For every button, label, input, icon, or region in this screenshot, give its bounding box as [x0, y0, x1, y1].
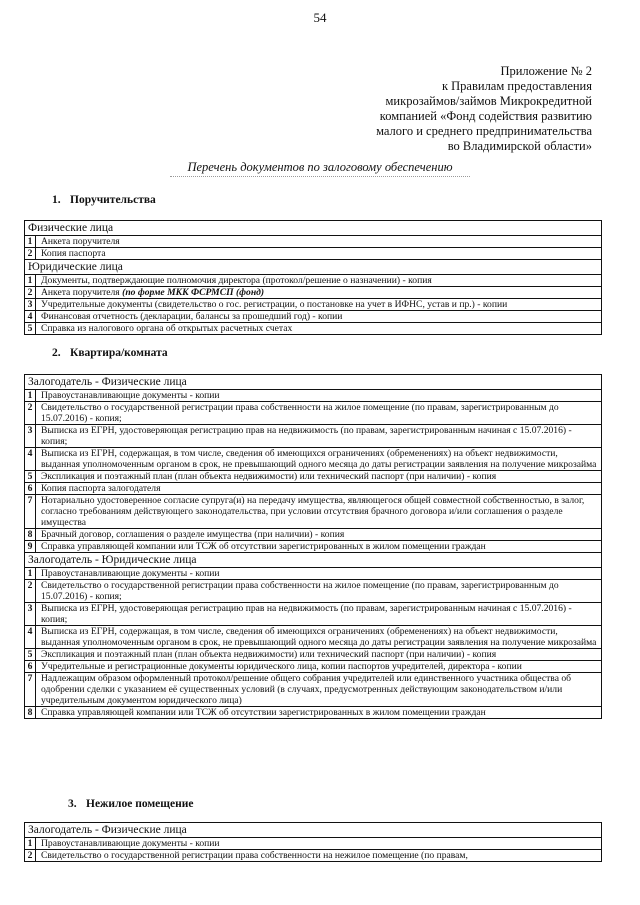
table-row [25, 580, 602, 603]
table-row [25, 299, 602, 311]
row-text: Выписка из ЕГРН, содержащая, в том числе, сведения об имеющихся ограничениях (обременениях) на объект недвижимости, выданная уполномоченным органом в срок, не превышающий одного месяца до даты регистрации заявления на получение микрозайма [36, 448, 602, 471]
table-row [25, 390, 602, 402]
row-number: 9 [25, 541, 36, 553]
table-row [25, 673, 602, 707]
group-title: Физические лица [25, 221, 602, 236]
row-number: 1 [25, 568, 36, 580]
table-row [25, 541, 602, 553]
row-number: 5 [25, 471, 36, 483]
table-row [25, 661, 602, 673]
section-heading [52, 347, 168, 359]
row-number: 2 [25, 287, 36, 299]
table-row [25, 626, 602, 649]
table-row [25, 483, 602, 495]
row-text: Справка управляющей компании или ТСЖ об отсутствии зарегистрированных в жилом помещении граждан [36, 707, 602, 719]
row-text: Учредительные документы (свидетельство о гос. регистрации, о постановке на учет в ИФНС, устав и пр.) - копии [36, 299, 602, 311]
group-title: Залогодатель - Юридические лица [25, 553, 602, 568]
group-row [25, 823, 602, 838]
row-text: Копия паспорта [36, 248, 602, 260]
group-row [25, 553, 602, 568]
row-text: Справка управляющей компании или ТСЖ об отсутствии зарегистрированных в жилом помещении граждан [36, 541, 602, 553]
section-title: Квартира/комната [70, 347, 168, 359]
group-title: Юридические лица [25, 260, 602, 275]
table-row [25, 568, 602, 580]
row-text: Свидетельство о государственной регистрации права собственности на жилое помещение (по правам, зарегистрированным до 15.07.2016) - копия; [36, 402, 602, 425]
appendix-line: компанией «Фонд содействия развитию [379, 109, 592, 123]
section-title: Поручительства [70, 194, 156, 206]
row-text: Брачный договор, соглашения о разделе имущества (при наличии) - копия [36, 529, 602, 541]
row-text: Финансовая отчетность (декларации, балансы за прошедший год) - копии [36, 311, 602, 323]
row-number: 3 [25, 603, 36, 626]
row-text: Правоустанавливающие документы - копии [36, 838, 602, 850]
row-number: 7 [25, 495, 36, 529]
table-row [25, 323, 602, 335]
table-row [25, 402, 602, 425]
row-text: Экспликация и поэтажный план (план объекта недвижимости) или технический паспорт (при наличии) - копия [36, 649, 602, 661]
appendix-line: микрозаймов/займов Микрокредитной [385, 94, 592, 108]
table-row [25, 603, 602, 626]
group-row [25, 221, 602, 236]
row-text: Свидетельство о государственной регистрации права собственности на жилое помещение (по правам, зарегистрированным до 15.07.2016) - копия; [36, 580, 602, 603]
row-text: Правоустанавливающие документы - копии [36, 390, 602, 402]
row-text: Правоустанавливающие документы - копии [36, 568, 602, 580]
row-text [36, 287, 602, 299]
group-title: Залогодатель - Физические лица [25, 375, 602, 390]
table-row [25, 529, 602, 541]
row-number: 7 [25, 673, 36, 707]
section-number: 1. [52, 194, 61, 206]
section-heading [52, 194, 156, 206]
row-text: Анкета поручителя [36, 236, 602, 248]
row-number: 3 [25, 425, 36, 448]
row-text: Копия паспорта залогодателя [36, 483, 602, 495]
row-number: 4 [25, 311, 36, 323]
appendix-line: во Владимирской области» [447, 139, 592, 153]
page-number: 54 [313, 10, 327, 25]
section-heading [68, 798, 193, 810]
row-number: 3 [25, 299, 36, 311]
row-number: 1 [25, 275, 36, 287]
row-text-plain: Анкета поручителя [41, 287, 123, 298]
table-row [25, 287, 602, 299]
row-text: Выписка из ЕГРН, удостоверяющая регистрацию прав на недвижимость (по правам, зарегистрированным начиная с 15.07.2016) - копия; [36, 425, 602, 448]
row-number: 5 [25, 323, 36, 335]
row-text: Экспликация и поэтажный план (план объекта недвижимости) или технический паспорт (при наличии) - копия [36, 471, 602, 483]
title-underline [170, 176, 470, 177]
row-number: 1 [25, 390, 36, 402]
row-number: 4 [25, 448, 36, 471]
section-number: 2. [52, 347, 61, 359]
section-title: Нежилое помещение [86, 798, 194, 810]
table-row [25, 448, 602, 471]
table-row [25, 838, 602, 850]
row-number: 2 [25, 850, 36, 862]
group-row [25, 375, 602, 390]
apartment-table [24, 374, 602, 719]
appendix-line: малого и среднего предпринимательства [376, 124, 592, 138]
row-text: Надлежащим образом оформленный протокол/решение общего собрания учредителей или единственного участника общества об одобрении сделки с указанием её существенных условий (в случаях, предусмотренных действующим законодательством и/или учредительным документом юридического лица) [36, 673, 602, 707]
row-text: Учредительные и регистрационные документы юридического лица, копии паспортов учредителей, директора - копии [36, 661, 602, 673]
row-number: 2 [25, 402, 36, 425]
document-title: Перечень документов по залоговому обеспечению [187, 160, 453, 174]
row-number: 2 [25, 248, 36, 260]
table-row [25, 850, 602, 862]
row-text: Нотариально удостоверенное согласие супруга(и) на передачу имущества, являющегося общей совместной собственностью, в залог, согласно требованиям действующего законодательства, при условии отсутствия брачного договора и/или соглашения о разделе имущества [36, 495, 602, 529]
row-text: Справка из налогового органа об открытых расчетных счетах [36, 323, 602, 335]
row-text: Свидетельство о государственной регистрации права собственности на нежилое помещение (по правам, [36, 850, 602, 862]
row-number: 8 [25, 529, 36, 541]
row-number: 1 [25, 236, 36, 248]
row-number: 1 [25, 838, 36, 850]
nonresidential-table [24, 822, 602, 862]
row-number: 2 [25, 580, 36, 603]
appendix-line: Приложение № 2 [500, 64, 592, 78]
table-row [25, 471, 602, 483]
table-row [25, 236, 602, 248]
table-row [25, 649, 602, 661]
table-row [25, 707, 602, 719]
row-number: 6 [25, 661, 36, 673]
row-number: 6 [25, 483, 36, 495]
row-number: 5 [25, 649, 36, 661]
group-row [25, 260, 602, 275]
appendix-line: к Правилам предоставления [441, 79, 592, 93]
table-row [25, 425, 602, 448]
row-text: Выписка из ЕГРН, удостоверяющая регистрацию прав на недвижимость (по правам, зарегистрированным начиная с 15.07.2016) - копия; [36, 603, 602, 626]
table-row [25, 495, 602, 529]
table-row [25, 275, 602, 287]
row-number: 8 [25, 707, 36, 719]
row-text-emphasis: (по форме МКК ФСРМСП (фонд) [122, 287, 265, 298]
row-text: Выписка из ЕГРН, содержащая, в том числе, сведения об имеющихся ограничениях (обременениях) на объект недвижимости, выданная уполномоченным органом в срок, не превышающий одного месяца до даты регистрации заявления на получение микрозайма [36, 626, 602, 649]
row-text: Документы, подтверждающие полномочия директора (протокол/решение о назначении) - копия [36, 275, 602, 287]
table-row [25, 248, 602, 260]
table-row [25, 311, 602, 323]
group-title: Залогодатель - Физические лица [25, 823, 602, 838]
section-number: 3. [68, 798, 77, 810]
guarantee-table [24, 220, 602, 335]
row-number: 4 [25, 626, 36, 649]
appendix-header [352, 64, 592, 154]
